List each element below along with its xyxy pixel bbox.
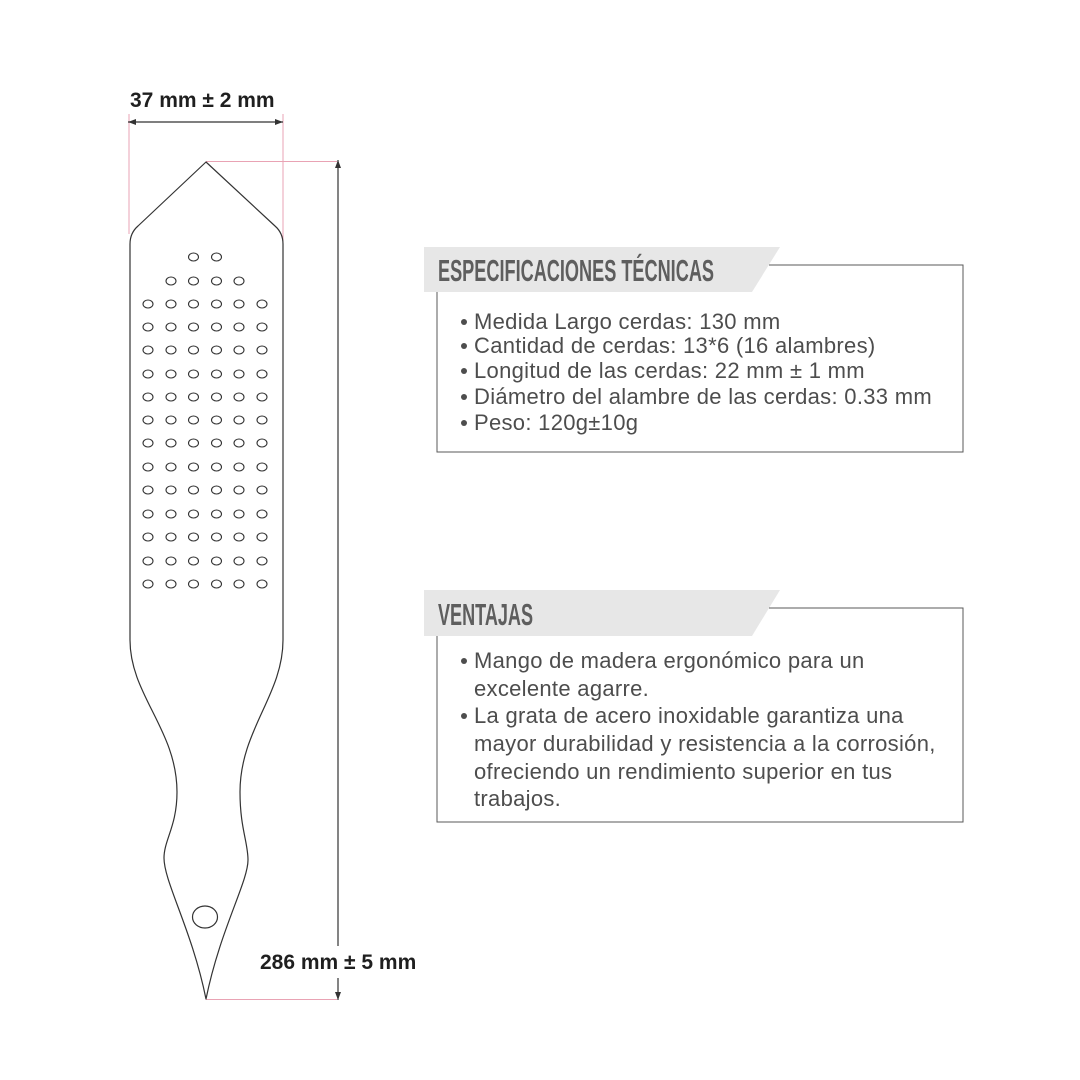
advantage-line: excelente agarre. xyxy=(474,676,650,701)
bristle-hole xyxy=(212,533,222,541)
bristle-hole xyxy=(189,393,199,401)
bristle-hole xyxy=(212,300,222,308)
specs-list xyxy=(461,309,932,435)
spec-item: Diámetro del alambre de las cerdas: 0.33 mm xyxy=(474,384,932,409)
advantage-line: Mango de madera ergonómico para un xyxy=(474,648,865,673)
bristle-hole xyxy=(166,370,176,378)
bristle-hole xyxy=(143,533,153,541)
bullet-dot xyxy=(461,319,467,325)
bristle-hole xyxy=(212,580,222,588)
bristle-hole xyxy=(166,393,176,401)
specs-title: ESPECIFICACIONES TÉCNICAS xyxy=(438,253,714,288)
bullet-dot xyxy=(461,420,467,426)
bristle-hole xyxy=(189,277,199,285)
bristle-hole xyxy=(212,463,222,471)
advantage-line: mayor durabilidad y resistencia a la corrosión, xyxy=(474,731,936,756)
bristle-hole xyxy=(212,346,222,354)
advantage-item xyxy=(461,648,865,701)
bristle-hole xyxy=(189,370,199,378)
bristle-hole xyxy=(143,510,153,518)
bristle-hole xyxy=(166,580,176,588)
length-dimension-label: 286 mm ± 5 mm xyxy=(260,951,417,974)
bristle-hole xyxy=(257,323,267,331)
bristle-hole xyxy=(143,300,153,308)
bristle-hole xyxy=(189,533,199,541)
bullet-dot xyxy=(461,713,467,719)
bristle-hole xyxy=(166,463,176,471)
hanging-hole xyxy=(193,906,218,928)
bristle-hole-grid xyxy=(143,253,267,588)
bristle-hole xyxy=(143,439,153,447)
bristle-hole xyxy=(166,557,176,565)
bristle-hole xyxy=(257,580,267,588)
arrowhead-bottom xyxy=(335,992,341,1000)
bristle-hole xyxy=(189,557,199,565)
bristle-hole xyxy=(234,300,244,308)
bristle-hole xyxy=(234,346,244,354)
bristle-hole xyxy=(234,370,244,378)
bristle-hole xyxy=(234,277,244,285)
bristle-hole xyxy=(257,486,267,494)
bristle-hole xyxy=(189,463,199,471)
bullet-dot xyxy=(461,368,467,374)
bristle-hole xyxy=(212,393,222,401)
bristle-hole xyxy=(143,370,153,378)
bristle-hole xyxy=(143,557,153,565)
bullet-dot xyxy=(461,658,467,664)
bristle-hole xyxy=(212,486,222,494)
bristle-hole xyxy=(166,486,176,494)
bristle-hole xyxy=(143,486,153,494)
bristle-hole xyxy=(257,416,267,424)
bristle-hole xyxy=(257,510,267,518)
bristle-hole xyxy=(257,370,267,378)
advantage-item xyxy=(461,703,936,811)
bristle-hole xyxy=(143,323,153,331)
bristle-hole xyxy=(189,416,199,424)
specs-panel xyxy=(424,247,963,452)
bristle-hole xyxy=(212,323,222,331)
arrowhead-right xyxy=(275,119,283,125)
bristle-hole xyxy=(212,277,222,285)
advantages-list xyxy=(461,648,936,811)
bristle-hole xyxy=(234,510,244,518)
spec-item: Cantidad de cerdas: 13*6 (16 alambres) xyxy=(474,333,876,358)
bristle-hole xyxy=(234,580,244,588)
bristle-hole xyxy=(189,580,199,588)
bristle-hole xyxy=(189,323,199,331)
advantages-title: VENTAJAS xyxy=(438,597,533,632)
bristle-hole xyxy=(212,510,222,518)
bristle-hole xyxy=(143,580,153,588)
bristle-hole xyxy=(189,510,199,518)
bristle-hole xyxy=(143,463,153,471)
bristle-hole xyxy=(166,533,176,541)
bristle-hole xyxy=(166,510,176,518)
advantage-line: La grata de acero inoxidable garantiza una xyxy=(474,703,904,728)
bristle-hole xyxy=(234,533,244,541)
width-dimension xyxy=(128,89,283,125)
bristle-hole xyxy=(189,486,199,494)
advantages-panel xyxy=(424,590,963,822)
bristle-hole xyxy=(234,439,244,447)
bristle-hole xyxy=(166,346,176,354)
bristle-hole xyxy=(257,557,267,565)
bristle-hole xyxy=(234,557,244,565)
bristle-hole xyxy=(166,277,176,285)
spec-item: Medida Largo cerdas: 130 mm xyxy=(474,309,781,334)
bristle-hole xyxy=(212,557,222,565)
bullet-dot xyxy=(461,394,467,400)
bristle-hole xyxy=(234,416,244,424)
bristle-hole xyxy=(166,439,176,447)
bristle-hole xyxy=(234,323,244,331)
bristle-hole xyxy=(234,486,244,494)
advantage-line: ofreciendo un rendimiento superior en tus xyxy=(474,759,893,784)
bristle-hole xyxy=(166,300,176,308)
bristle-hole xyxy=(143,416,153,424)
bristle-hole xyxy=(212,370,222,378)
bristle-hole xyxy=(257,300,267,308)
bristle-hole xyxy=(212,439,222,447)
bristle-hole xyxy=(189,300,199,308)
bristle-hole xyxy=(143,346,153,354)
bristle-hole xyxy=(189,253,199,261)
bristle-hole xyxy=(166,323,176,331)
bristle-hole xyxy=(257,463,267,471)
width-dimension-label: 37 mm ± 2 mm xyxy=(130,89,275,112)
bristle-hole xyxy=(212,253,222,261)
spec-item: Longitud de las cerdas: 22 mm ± 1 mm xyxy=(474,358,865,383)
brush-technical-drawing xyxy=(128,89,416,1000)
bristle-hole xyxy=(166,416,176,424)
bristle-hole xyxy=(234,463,244,471)
bristle-hole xyxy=(257,533,267,541)
bristle-hole xyxy=(257,439,267,447)
bristle-hole xyxy=(257,393,267,401)
bristle-hole xyxy=(189,346,199,354)
advantage-line: trabajos. xyxy=(474,786,562,811)
extension-lines xyxy=(129,114,337,1000)
bristle-hole xyxy=(234,393,244,401)
spec-item: Peso: 120g±10g xyxy=(474,410,639,435)
bristle-hole xyxy=(257,346,267,354)
bristle-hole xyxy=(212,416,222,424)
bristle-hole xyxy=(189,439,199,447)
bullet-dot xyxy=(461,343,467,349)
bristle-hole xyxy=(143,393,153,401)
